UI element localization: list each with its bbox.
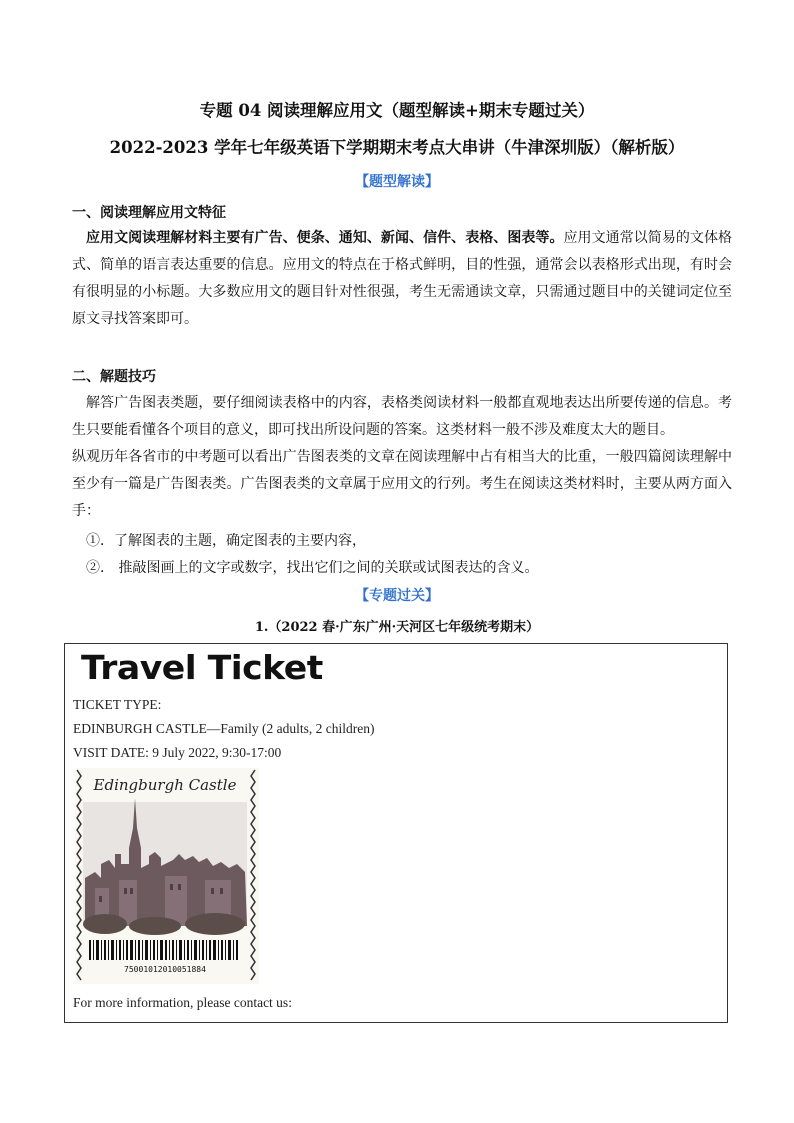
section-tag-interpretation: 【题型解读】 bbox=[355, 174, 439, 190]
ticket-type-label: TICKET TYPE: bbox=[73, 697, 162, 712]
section1-paragraph bbox=[72, 225, 732, 333]
document-title: 专题 04 阅读理解应用文（题型解读+期末专题过关） bbox=[199, 101, 595, 120]
ticket-title: Travel Ticket bbox=[81, 648, 323, 687]
section-tag-practice: 【专题过关】 bbox=[355, 588, 439, 604]
ticket-contact: For more information, please contact us: bbox=[73, 995, 292, 1010]
question-heading: 1.（2022 春·广东广州·天河区七年级统考期末） bbox=[254, 620, 540, 635]
travel-ticket bbox=[64, 643, 728, 1023]
barcode bbox=[89, 940, 238, 960]
section2-paragraph-1: 解答广告图表类题，要仔细阅读表格中的内容，表格类阅读材料一般都直观地表达出所要传递的信息。考生只要能看懂各个项目的意义，即可找出所设问题的答案。这类材料一般不涉及难度太大的题目。 bbox=[72, 395, 732, 438]
section2-paragraphs bbox=[72, 390, 732, 525]
section2-heading: 二、解题技巧 bbox=[72, 369, 156, 385]
document-subtitle: 2022-2023 学年七年级英语下学期期末考点大串讲（牛津深圳版）（解析版） bbox=[109, 138, 685, 157]
ticket-type-value: EDINBURGH CASTLE—Family (2 adults, 2 children) bbox=[73, 721, 375, 736]
section1-body: 应用文通常以简易的文体格式、简单的语言表达重要的信息。应用文的特点在于格式鲜明，目的性强，通常会以表格形式出现，有时会有很明显的小标题。大多数应用文的题目针对性很强，考生无需通读文章，只需通过题目中的关键词定位至原文寻找答案即可。 bbox=[72, 230, 733, 327]
list-item: ①．了解图表的主题，确定图表的主要内容， bbox=[86, 533, 366, 549]
stamp-caption: Edingburgh Castle bbox=[93, 776, 237, 794]
castle-stamp-image bbox=[75, 768, 259, 984]
section2-paragraph-2: 纵观历年各省市的中考题可以看出广告图表类的文章在阅读理解中占有相当大的比重，一般四篇阅读理解中至少有一篇是广告图表类。广告图表类的文章属于应用文的行列。考生在阅读这类材料时，主要从两方面入手： bbox=[72, 449, 732, 519]
section1-lead: 应用文阅读理解材料主要有广告、便条、通知、新闻、信件、表格、图表等。 bbox=[86, 230, 564, 246]
list-item: ②． 推敲图画上的文字或数字，找出它们之间的关联或试图表达的含义。 bbox=[86, 560, 539, 576]
ticket-visit-date: VISIT DATE: 9 July 2022, 9:30-17:00 bbox=[73, 745, 282, 760]
barcode-number: 75001012010051884 bbox=[124, 965, 206, 974]
section1-heading: 一、阅读理解应用文特征 bbox=[72, 205, 226, 221]
